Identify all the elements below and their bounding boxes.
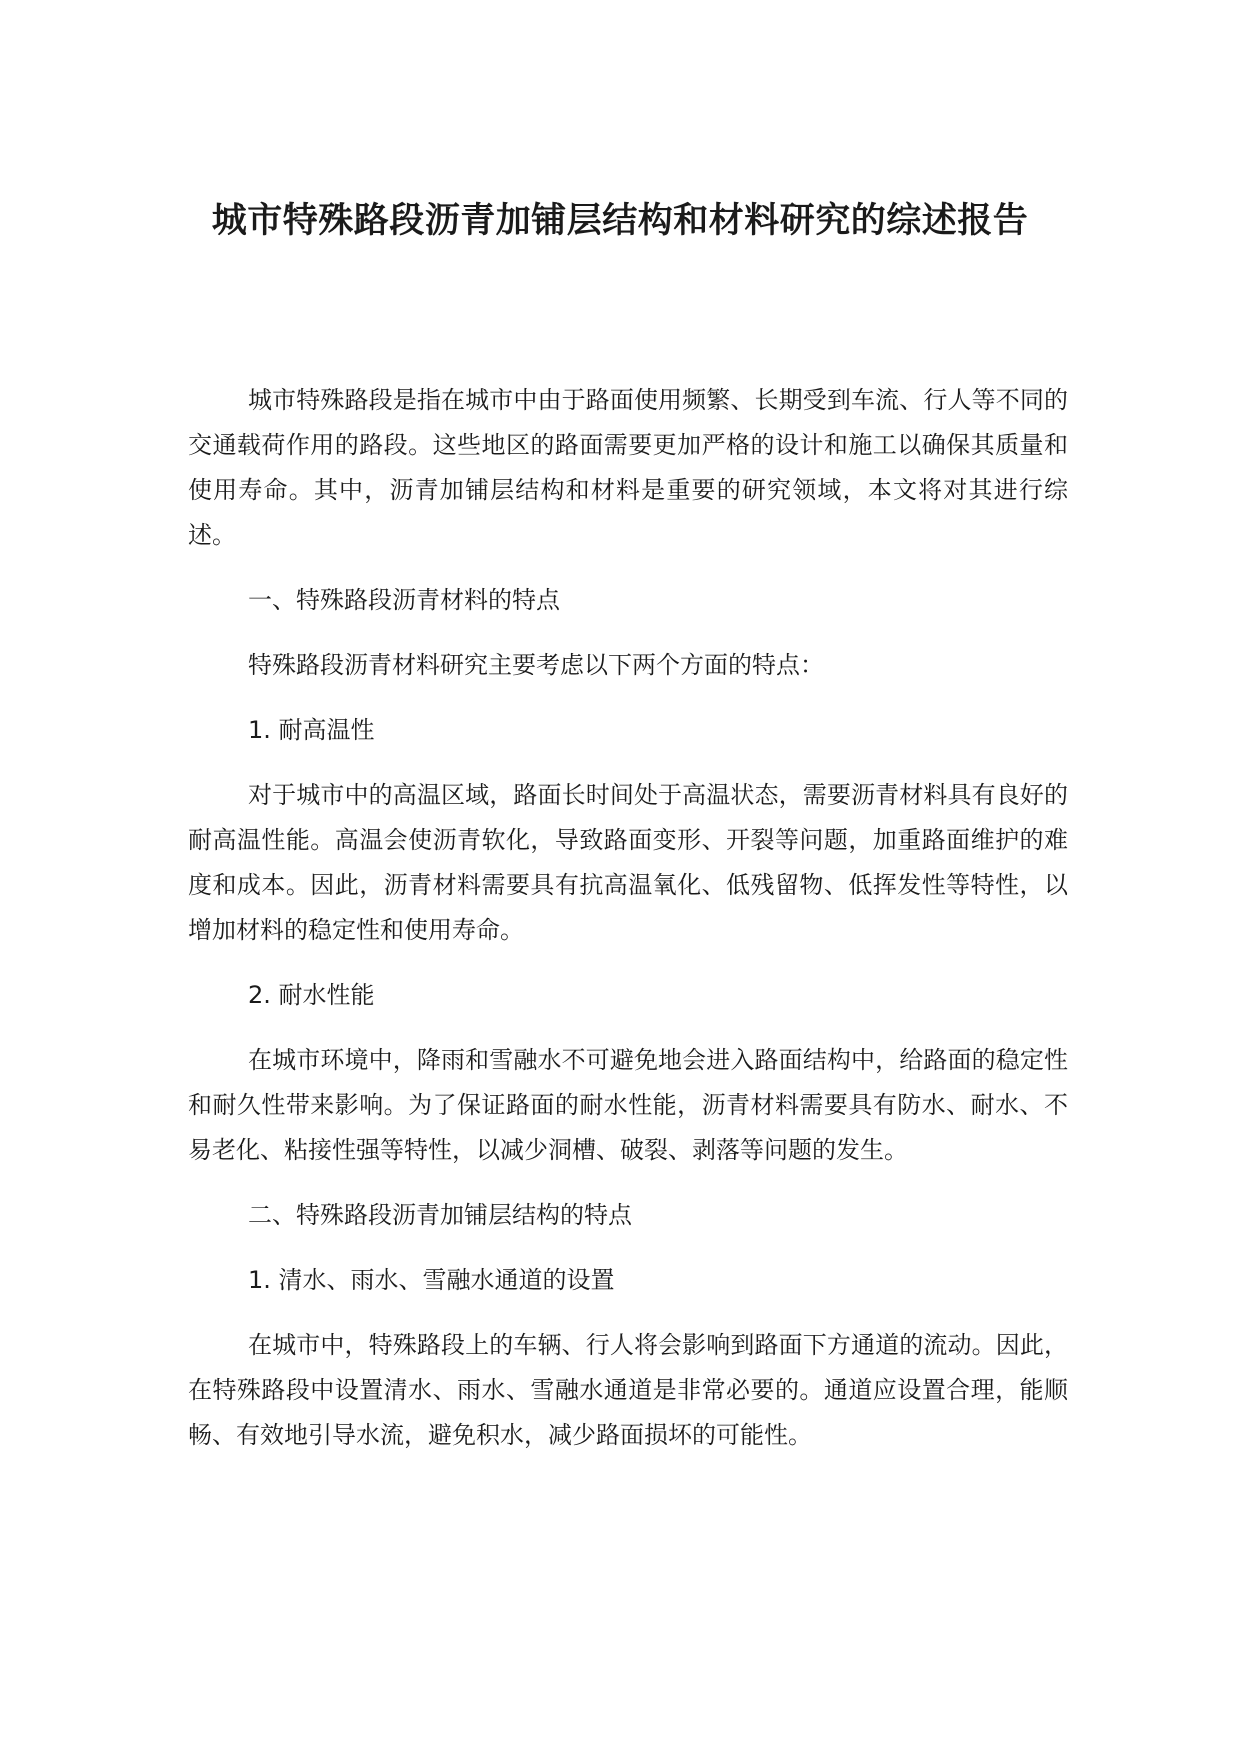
paragraph-intro: 城市特殊路段是指在城市中由于路面使用频繁、长期受到车流、行人等不同的交通载荷作用的路段。这些地区的路面需要更加严格的设计和施工以确保其质量和使用寿命。其中，沥青加铺层结构和材料是重要的研究领域，本文将对其进行综述。 — [188, 386, 1068, 549]
paragraph-section-1-intro: 特殊路段沥青材料研究主要考虑以下两个方面的特点： — [248, 651, 824, 679]
paragraph-heat-resistance: 对于城市中的高温区域，路面长时间处于高温状态，需要沥青材料具有良好的耐高温性能。高温会使沥青软化，导致路面变形、开裂等问题，加重路面维护的难度和成本。因此，沥青材料需要具有抗高温氧化、低残留物、低挥发性等特性，以增加材料的稳定性和使用寿命。 — [188, 781, 1068, 944]
document-body — [188, 378, 1068, 1478]
paragraph-drainage-channels: 在城市中，特殊路段上的车辆、行人将会影响到路面下方通道的流动。因此，在特殊路段中设置清水、雨水、雪融水通道是非常必要的。通道应设置合理，能顺畅、有效地引导水流，避免积水，减少路面损坏的可能性。 — [188, 1331, 1068, 1449]
section-heading-1: 一、特殊路段沥青材料的特点 — [248, 586, 560, 614]
document-title: 城市特殊路段沥青加铺层结构和材料研究的综述报告 — [211, 201, 1029, 241]
paragraph-water-resistance: 在城市环境中，降雨和雪融水不可避免地会进入路面结构中，给路面的稳定性和耐久性带来影响。为了保证路面的耐水性能，沥青材料需要具有防水、耐水、不易老化、粘接性强等特性，以减少洞槽、破裂、剥落等问题的发生。 — [188, 1046, 1068, 1164]
section-heading-2: 二、特殊路段沥青加铺层结构的特点 — [248, 1201, 632, 1229]
subheading-heat-resistance: 1. 耐高温性 — [248, 716, 375, 744]
subheading-drainage-channels: 1. 清水、雨水、雪融水通道的设置 — [248, 1266, 615, 1294]
subheading-water-resistance: 2. 耐水性能 — [248, 981, 375, 1009]
